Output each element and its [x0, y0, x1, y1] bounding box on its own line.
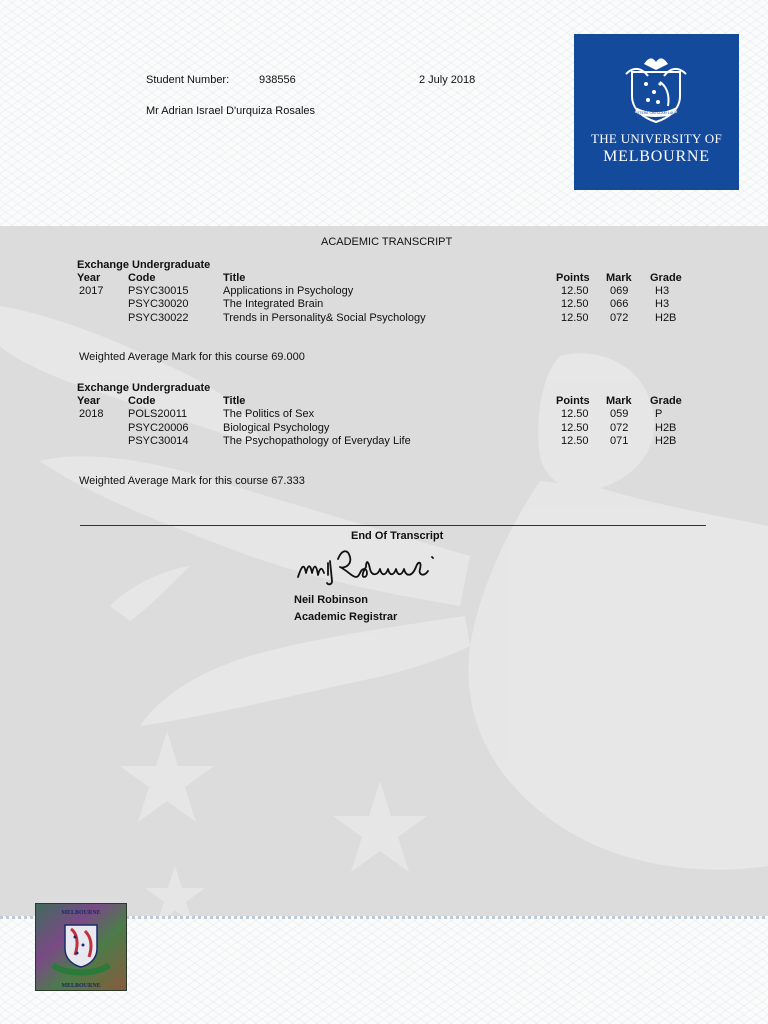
registrar-signature [294, 543, 454, 588]
logo-text-line1: THE UNIVERSITY OF [591, 131, 722, 146]
row-grade: H3 [655, 285, 670, 297]
row-grade: H2B [655, 435, 677, 447]
row-grade: H3 [655, 298, 670, 310]
weighted-average-mark: Weighted Average Mark for this course 67.333 [79, 475, 305, 487]
hologram-seal [35, 903, 127, 991]
row-points: 12.50 [561, 422, 589, 434]
row-points: 12.50 [561, 298, 589, 310]
row-title: Biological Psychology [223, 422, 330, 434]
course-name: Exchange Undergraduate [77, 259, 211, 271]
col-header-title: Title [223, 395, 246, 407]
issue-date: 2 July 2018 [419, 74, 476, 86]
row-mark: 069 [610, 285, 629, 297]
weighted-average-mark: Weighted Average Mark for this course 69.000 [79, 351, 305, 363]
row-points: 12.50 [561, 408, 589, 420]
col-header-grade: Grade [650, 395, 682, 407]
col-header-points: Points [556, 272, 590, 284]
row-title: The Psychopathology of Everyday Life [223, 435, 411, 447]
row-code: PSYC30020 [128, 298, 189, 310]
row-code: PSYC30015 [128, 285, 189, 297]
col-header-year: Year [77, 395, 101, 407]
end-divider [80, 525, 706, 526]
row-points: 12.50 [561, 435, 589, 447]
seal-text-bottom: MELBOURNE [61, 983, 101, 989]
col-header-code: Code [128, 272, 156, 284]
course-name: Exchange Undergraduate [77, 382, 211, 394]
row-title: Applications in Psychology [223, 285, 354, 297]
row-mark: 059 [610, 408, 629, 420]
row-title: Trends in Personality& Social Psychology [223, 312, 426, 324]
row-year: 2018 [79, 408, 104, 420]
crest-icon [624, 54, 688, 124]
logo-text-line2: MELBOURNE [603, 148, 710, 165]
row-mark: 071 [610, 435, 629, 447]
student-name: Mr Adrian Israel D'urquiza Rosales [146, 105, 316, 117]
col-header-year: Year [77, 272, 101, 284]
col-header-mark: Mark [606, 395, 632, 407]
seal-text-top: MELBOURNE [61, 910, 101, 916]
row-mark: 072 [610, 422, 629, 434]
row-title: The Politics of Sex [223, 408, 315, 420]
university-logo [574, 34, 739, 190]
row-points: 12.50 [561, 312, 589, 324]
row-grade: H2B [655, 312, 677, 324]
student-number: 938556 [259, 74, 296, 86]
row-title: The Integrated Brain [223, 298, 324, 310]
row-code: PSYC30022 [128, 312, 189, 324]
col-header-code: Code [128, 395, 156, 407]
row-grade: P [655, 408, 663, 420]
row-code: PSYC20006 [128, 422, 189, 434]
registrar-name: Neil Robinson [294, 594, 368, 606]
col-header-mark: Mark [606, 272, 632, 284]
row-code: POLS20011 [128, 408, 188, 420]
row-mark: 072 [610, 312, 629, 324]
row-code: PSYC30014 [128, 435, 189, 447]
col-header-points: Points [556, 395, 590, 407]
registrar-role: Academic Registrar [294, 611, 398, 623]
row-points: 12.50 [561, 285, 589, 297]
transcript-title: ACADEMIC TRANSCRIPT [321, 236, 453, 248]
end-of-transcript: End Of Transcript [351, 530, 444, 542]
student-number-label: Student Number: [146, 74, 230, 86]
row-mark: 066 [610, 298, 629, 310]
logo-motto: POSTERA CRESCAM LAUDE [632, 111, 680, 115]
col-header-title: Title [223, 272, 246, 284]
col-header-grade: Grade [650, 272, 682, 284]
row-year: 2017 [79, 285, 104, 297]
row-grade: H2B [655, 422, 677, 434]
